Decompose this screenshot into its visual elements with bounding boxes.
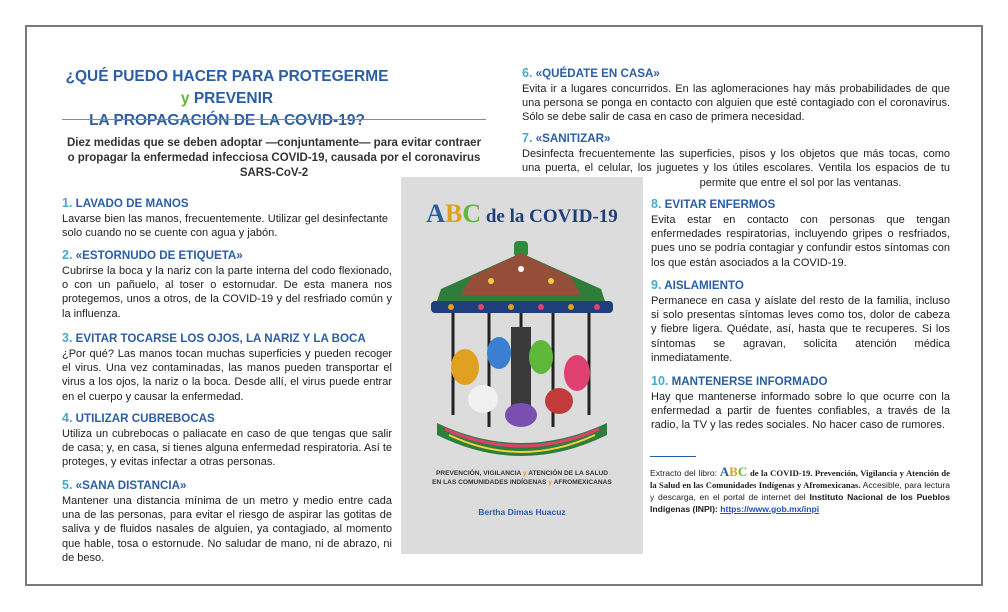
- section-heading: 2. «ESTORNUDO DE ETIQUETA»: [62, 248, 243, 262]
- section-3: [62, 331, 392, 404]
- intro-text: Diez medidas que se deben adoptar —conjuntamente— para evitar contraer o propagar la enfermedad infecciosa COVID-19, causada por el coronavirus SARS-CoV-2: [66, 137, 482, 179]
- section-body: Lavarse bien las manos, frecuentemente. Utilizar gel desinfectante solo cuando no se cuente con agua y jabón.: [62, 213, 388, 240]
- section-heading: 9. AISLAMIENTO: [651, 278, 744, 292]
- section-heading: 7. «SANITIZAR»: [522, 131, 611, 145]
- section-body: Utiliza un cubrebocas o paliacate en caso de que tengas que salir de casa; y, en casa, si tienes alguna enfermedad respiratoria. Así te proteges, y evitas infectar a otras personas.: [62, 428, 392, 469]
- section-heading: 3. EVITAR TOCARSE LOS OJOS, LA NARIZ Y LA BOCA: [62, 331, 366, 345]
- carousel-illustration: [401, 177, 643, 554]
- section-heading: 5. «SANA DISTANCIA»: [62, 478, 187, 492]
- section-9: [651, 278, 950, 365]
- book-author: Bertha Dimas Huacuz: [478, 507, 566, 517]
- title-divider: [62, 119, 486, 120]
- section-body: Mantener una distancia mínima de un metro y medio entre cada una de las personas, para evitar el riesgo de aspirar las gotitas de saliva y de fluidos nasales de alguien, ya contagiado, al momento que hable, tosa o estornude. No saludar de mano, ni de abrazo, ni de beso.: [62, 495, 392, 564]
- title-line-2: LA PROPAGACIÓN DE LA COVID-19?: [89, 112, 365, 129]
- section-7-continuation: permite que entre el sol por las ventanas.: [699, 177, 902, 189]
- title-y: y: [180, 90, 190, 107]
- inpi-link[interactable]: https://www.gob.mx/inpi: [720, 504, 820, 514]
- book-cover: [401, 177, 643, 554]
- section-heading: 8. EVITAR ENFERMOS: [651, 197, 776, 211]
- section-heading: 1. LAVADO DE MANOS: [62, 196, 189, 210]
- title-part-1: ¿QUÉ PUEDO HACER PARA PROTEGERME: [65, 68, 389, 85]
- section-body: Evita estar en contacto con personas que tengan enfermedades respiratorias, incluyendo gripes o resfriados, pues uno se podría contagiar y confundir estos síntomas con los que están asociados a la COVID-19.: [651, 214, 950, 269]
- section-2: [62, 248, 392, 321]
- section-6: [522, 66, 950, 125]
- section-4: [62, 411, 392, 470]
- section-heading: 4. UTILIZAR CUBREBOCAS: [62, 411, 215, 425]
- section-body: Permanece en casa y aíslate del resto de la familia, incluso si solo presentas síntomas leves como tos, dolor de cabeza y fiebre ligera. Quédate, así, hasta que te recuperes. Si los síntomas se agravan, solicita atención médica inmediatamente.: [651, 295, 950, 364]
- section-body: ¿Por qué? Las manos tocan muchas superficies y pueden recoger el virus. Una vez contaminadas, las manos pueden transportar el virus a los ojos, la nariz o la boca. Desde allí, el virus puede entrar en el cuerpo y causar la enfermedad.: [62, 348, 392, 403]
- section-1: [62, 196, 388, 240]
- page-title-block: [62, 66, 392, 132]
- page-title: [62, 66, 392, 132]
- title-part-2: PREVENIR: [193, 90, 274, 107]
- section-heading: 6. «QUÉDATE EN CASA»: [522, 66, 660, 80]
- section-body: Cubrirse la boca y la nariz con la parte interna del codo flexionado, o con un pañuelo, al toser o estornudar. De esta manera nos protegemos, unos a otros, de la COVID-19 y del resfriado común y la influenza.: [62, 265, 392, 320]
- section-5: [62, 478, 392, 565]
- section-body: Desinfecta frecuentemente las superficies, pisos y los objetos que más tocas, como una puerta, el celular, los juguetes y los útiles escolares. Ventila los espacios de tu: [522, 148, 950, 175]
- section-10: [651, 374, 950, 433]
- source-note: Extracto del libro: ABC de la COVID-19. Prevención, Vigilancia y Atención de la Salud en las Comunidades Indígenas y Afromexicanas. Accesible, para lectura y descarga, en el portal de internet del Instituto Nacional de los Pueblos Indígenas (INPI): https://www.gob.mx/inpi: [650, 464, 951, 514]
- section-8: [651, 197, 950, 270]
- book-subtitle: PREVENCIÓN, VIGILANCIA y ATENCIÓN DE LA SALUD EN LAS COMUNIDADES INDÍGENAS y AFROMEXICANAS: [432, 470, 612, 486]
- section-body: Hay que mantenerse informado sobre lo que ocurre con la enfermedad a partir de fuentes confiables, a través de la radio, la TV y las redes sociales. No hacer caso de rumores.: [651, 391, 950, 432]
- book-title: ABC de la COVID-19: [426, 199, 618, 228]
- section-heading: 10. MANTENERSE INFORMADO: [651, 374, 828, 388]
- section-body: Evita ir a lugares concurridos. En las aglomeraciones hay más probabilidades de que una persona se ponga en contacto con alguien que esté contagiado con el coronavirus. Sólo se debe salir de casa en caso de primera necesidad.: [522, 83, 950, 124]
- note-divider: [650, 456, 696, 457]
